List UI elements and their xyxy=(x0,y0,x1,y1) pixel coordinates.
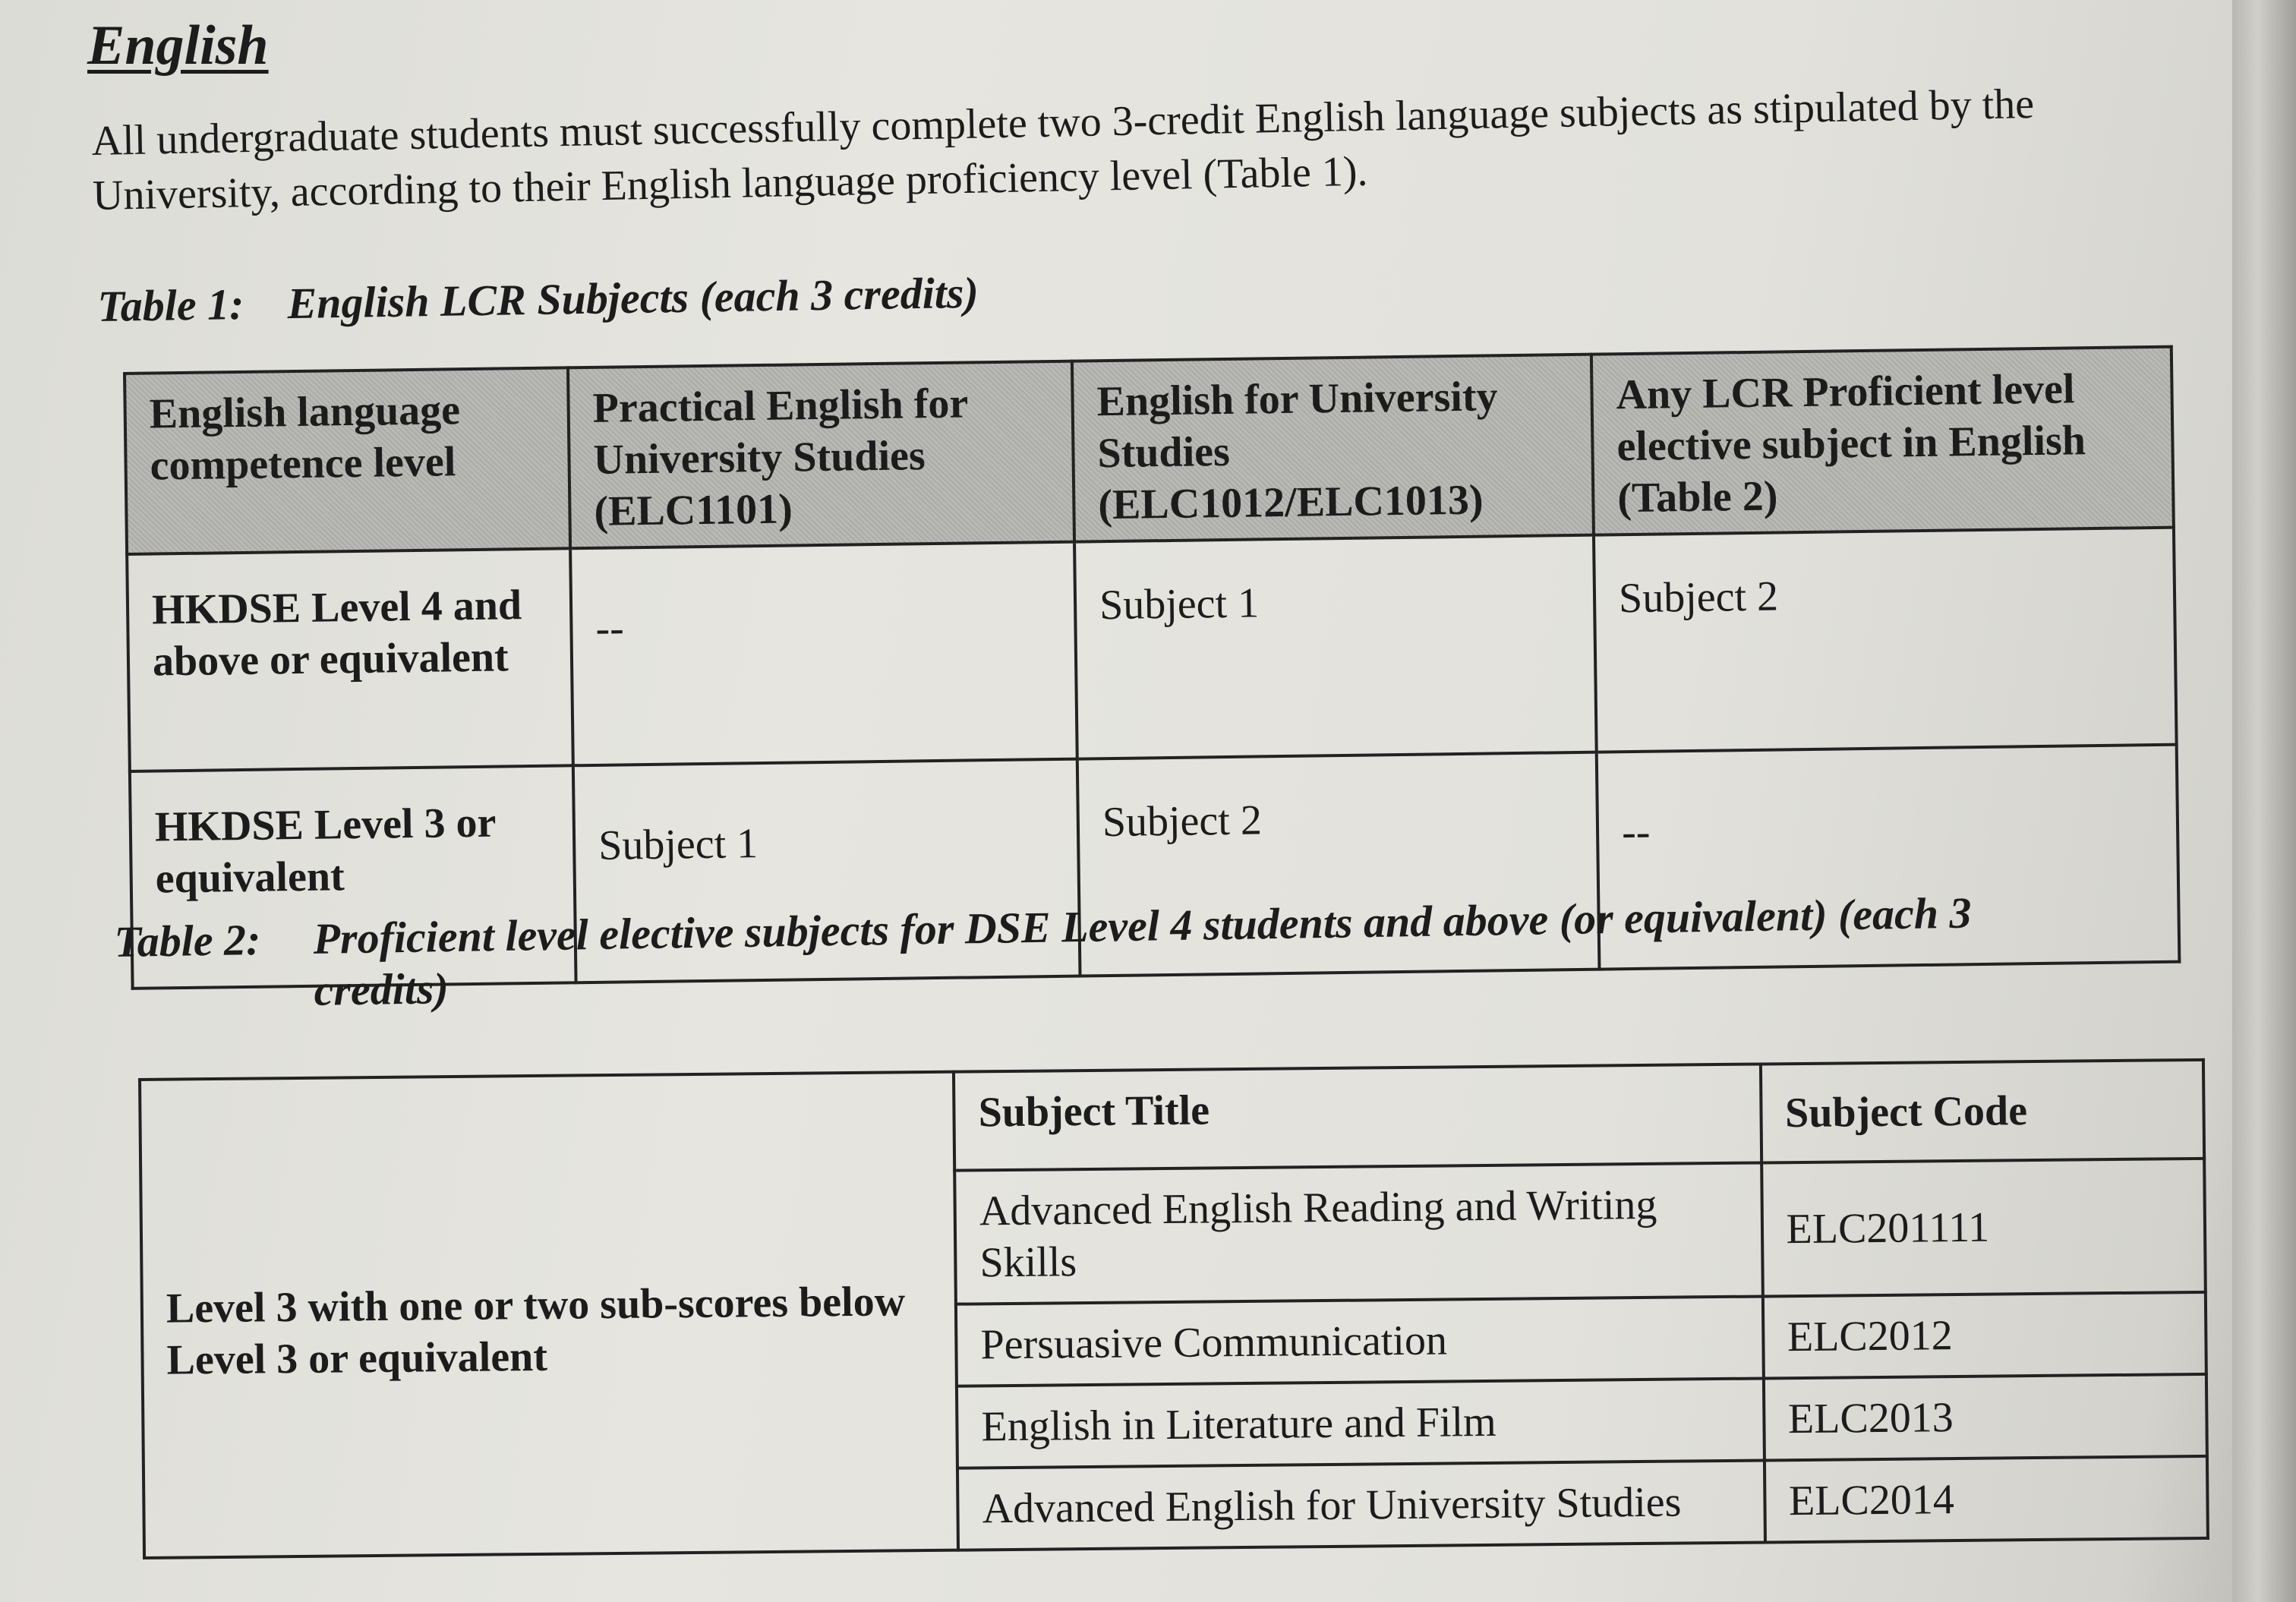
table-cell: -- xyxy=(570,542,1077,766)
table2-caption-text: Proficient level elective subjects for DSE Level 4 students and above (or equivalent) (each 3 xyxy=(313,888,1973,963)
table-header-row xyxy=(125,347,2174,554)
book-spine-shadow xyxy=(2232,0,2296,1602)
table2-caption-label: Table 2: xyxy=(114,914,261,967)
table1-caption xyxy=(97,266,979,334)
header-elc1012: English for University Studies (ELC1012/ELC1013) xyxy=(1072,355,1594,542)
level-requirement-cell: Level 3 with one or two sub-scores below Level 3 or equivalent xyxy=(140,1072,958,1558)
table1-caption-text: English LCR Subjects (each 3 credits) xyxy=(287,267,979,329)
row-level-label: HKDSE Level 4 and above or equivalent xyxy=(127,548,573,771)
row-level-label: HKDSE Level 3 or equivalent xyxy=(130,765,576,989)
header-elective: Any LCR Proficient level elective subject in English (Table 2) xyxy=(1591,347,2174,535)
subject-code: ELC2013 xyxy=(1763,1374,2206,1461)
table-cell: Subject 1 xyxy=(1074,535,1597,759)
header-elc1101: Practical English for University Studies (ELC1101) xyxy=(568,361,1074,549)
table-row xyxy=(127,528,2177,771)
table1-caption-label: Table 1: xyxy=(97,279,244,331)
table-header-row xyxy=(140,1060,2204,1178)
table-cell: Subject 2 xyxy=(1077,752,1600,976)
table-cell: Subject 1 xyxy=(573,759,1080,983)
table2-caption-text-continued: credits) xyxy=(314,963,449,1015)
header-subject-title: Subject Title xyxy=(954,1064,1761,1170)
table-cell: -- xyxy=(1597,745,2180,970)
elective-subjects-table xyxy=(138,1058,2209,1559)
table-cell: Subject 2 xyxy=(1594,528,2177,752)
subject-title: English in Literature and Film xyxy=(957,1378,1764,1468)
subject-title: Advanced English for University Studies xyxy=(957,1460,1765,1550)
intro-paragraph: All undergraduate students must successfully complete two 3-credit English language subjects as stipulated by the University, according to their English language proficiency level (Table 1). xyxy=(91,80,2035,219)
subject-code: ELC2012 xyxy=(1762,1292,2206,1379)
subject-code: ELC2014 xyxy=(1765,1456,2208,1543)
section-heading: English xyxy=(87,14,269,77)
header-competence-level: English language competence level xyxy=(125,367,570,554)
subject-title: Advanced English Reading and Writing Skills xyxy=(954,1162,1762,1304)
subject-title: Persuasive Communication xyxy=(956,1296,1763,1386)
subject-code: ELC201111 xyxy=(1761,1159,2206,1297)
header-subject-code: Subject Code xyxy=(1761,1060,2205,1163)
